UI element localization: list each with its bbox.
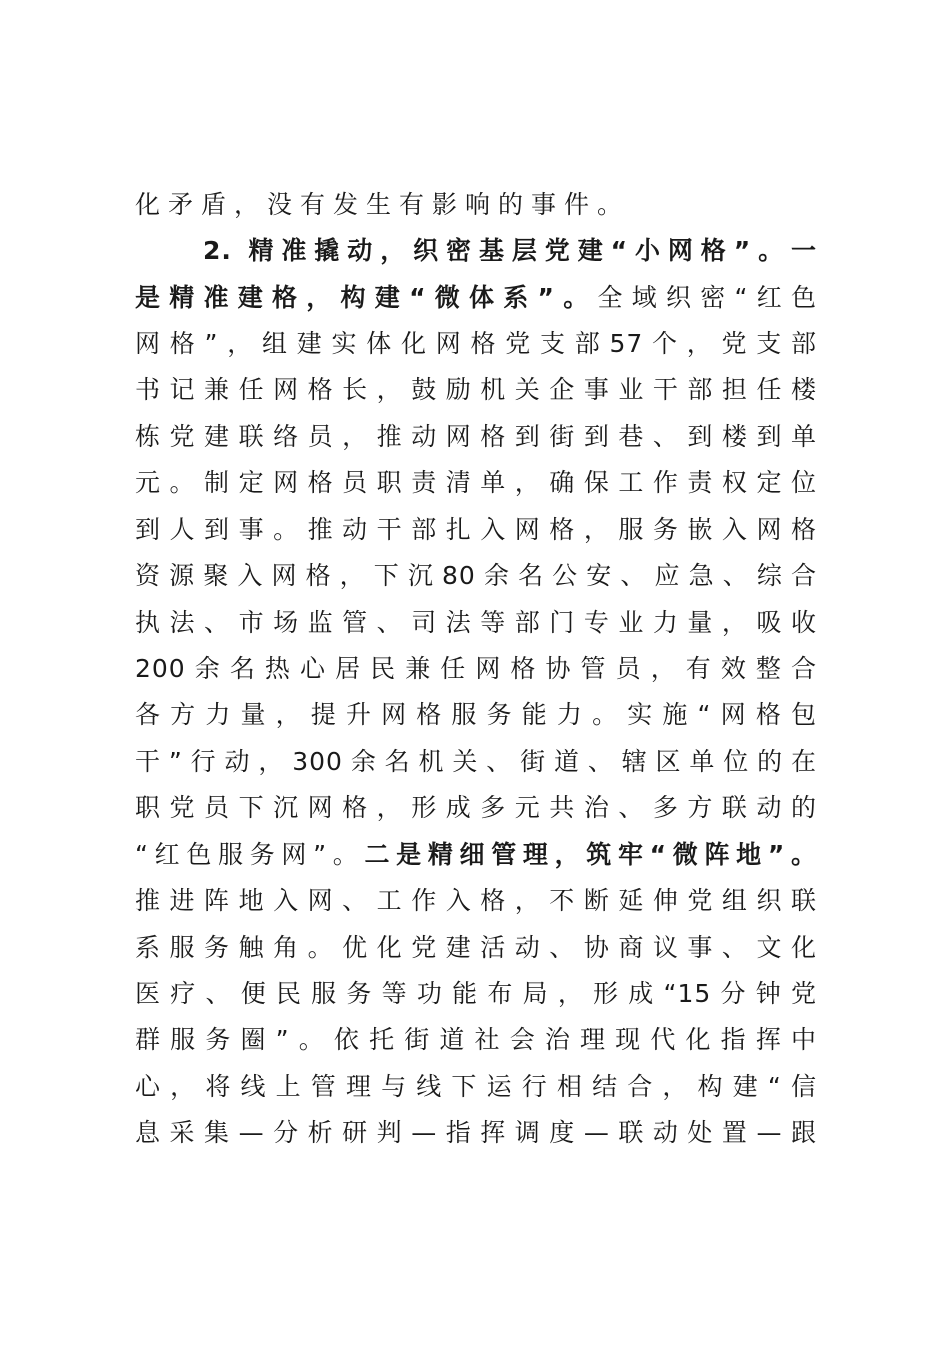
text-line (135, 745, 817, 779)
text-run: 干”行动，300余名机关、街道、辖区单位的在 (135, 747, 817, 776)
text-run: 推进阵地入网、工作入格，不断延伸党组织联 (135, 886, 817, 915)
text-run: 各方力量，提升网格服务能力。实施“网格包 (135, 700, 817, 729)
text-line (135, 1070, 817, 1104)
text-line (135, 1116, 817, 1150)
text-run: 栋党建联络员，推动网格到街到巷、到楼到单 (135, 422, 817, 451)
text-line (135, 931, 817, 965)
text-run: 医疗、便民服务等功能布局，形成“15分钟党 (135, 979, 817, 1008)
text-run: 息采集—分析研判—指挥调度—联动处置—跟 (135, 1118, 817, 1147)
text-run: 书记兼任网格长，鼓励机关企事业干部担任楼 (135, 375, 817, 404)
text-line (135, 791, 817, 825)
text-run: 全域织密“红色 (597, 283, 817, 312)
text-line (135, 513, 817, 547)
text-run: 200余名热心居民兼任网格协管员，有效整合 (135, 654, 817, 683)
text-line (135, 327, 817, 361)
text-line (135, 188, 817, 222)
text-line (135, 606, 817, 640)
text-line (135, 281, 817, 315)
text-line (135, 698, 817, 732)
text-line (135, 373, 817, 407)
section-heading: 2. 精准撬动，织密基层党建“小网格”。一 (203, 236, 817, 265)
section-heading-line (203, 234, 817, 268)
text-run: 化矛盾，没有发生有影响的事件。 (135, 190, 631, 219)
text-run: 资源聚入网格，下沉80余名公安、应急、综合 (135, 561, 817, 590)
text-run: 元。制定网格员职责清单，确保工作责权定位 (135, 468, 817, 497)
text-line (135, 838, 817, 872)
text-run: 执法、市场监管、司法等部门专业力量，吸收 (135, 608, 817, 637)
text-run: 群服务圈”。依托街道社会治理现代化指挥中 (135, 1025, 817, 1054)
text-run: “红色服务网”。 (135, 840, 365, 869)
text-line (135, 884, 817, 918)
text-run: 到人到事。推动干部扎入网格，服务嵌入网格 (135, 515, 817, 544)
text-line (135, 466, 817, 500)
text-line (135, 420, 817, 454)
text-line (135, 1023, 817, 1057)
text-line (135, 977, 817, 1011)
text-run: 职党员下沉网格，形成多元共治、多方联动的 (135, 793, 817, 822)
subheading-text: 二是精细管理，筑牢“微阵地”。 (364, 840, 818, 869)
text-line (135, 559, 817, 593)
subheading-text: 是精准建格，构建“微体系”。 (135, 283, 598, 312)
text-run: 心，将线上管理与线下运行相结合，构建“信 (135, 1072, 817, 1101)
text-run: 网格”，组建实体化网格党支部57个，党支部 (135, 329, 817, 358)
text-run: 系服务触角。优化党建活动、协商议事、文化 (135, 933, 817, 962)
text-line (135, 652, 817, 686)
